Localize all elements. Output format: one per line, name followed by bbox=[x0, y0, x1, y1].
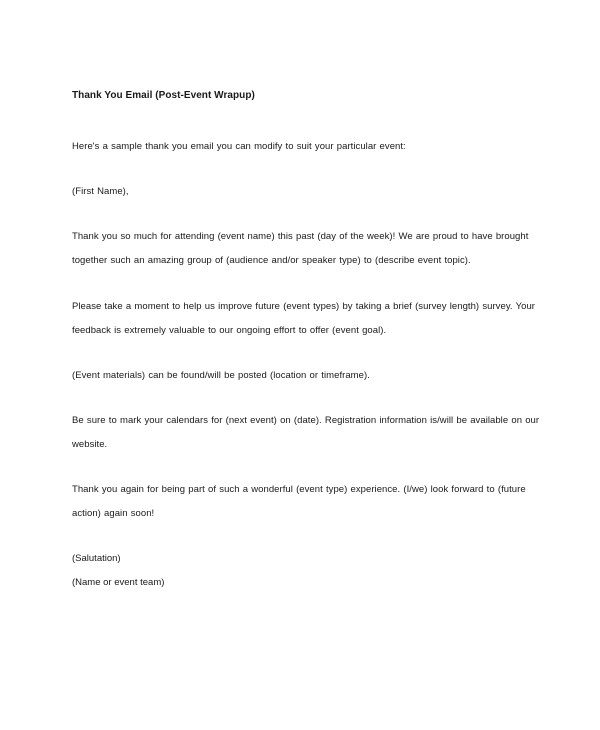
paragraph-survey: Please take a moment to help us improve future (event types) by taking a brief (survey length) survey. Your feedback is extremely valuable to our ongoing effort to offer (event goal). bbox=[72, 301, 536, 336]
salutation-line: (Salutation) bbox=[72, 553, 121, 564]
paragraph-next-event: Be sure to mark your calendars for (next event) on (date). Registration information is/will be available on our website. bbox=[72, 415, 540, 450]
greeting-line: (First Name), bbox=[72, 186, 129, 197]
intro-text: Here's a sample thank you email you can modify to suit your particular event: bbox=[72, 141, 406, 152]
paragraph-closing-thanks: Thank you again for being part of such a wonderful (event type) experience. (I/we) look forward to (future action) again soon! bbox=[72, 484, 526, 519]
signature-line: (Name or event team) bbox=[72, 577, 165, 588]
letter-body bbox=[72, 89, 542, 595]
document-title: Thank You Email (Post-Event Wrapup) bbox=[72, 90, 255, 101]
paragraph-thanks: Thank you so much for attending (event name) this past (day of the week)! We are proud to have brought together such an amazing group of (audience and/or speaker type) to (describe event topic). bbox=[72, 231, 529, 266]
paragraph-materials: (Event materials) can be found/will be posted (location or timeframe). bbox=[72, 370, 370, 381]
